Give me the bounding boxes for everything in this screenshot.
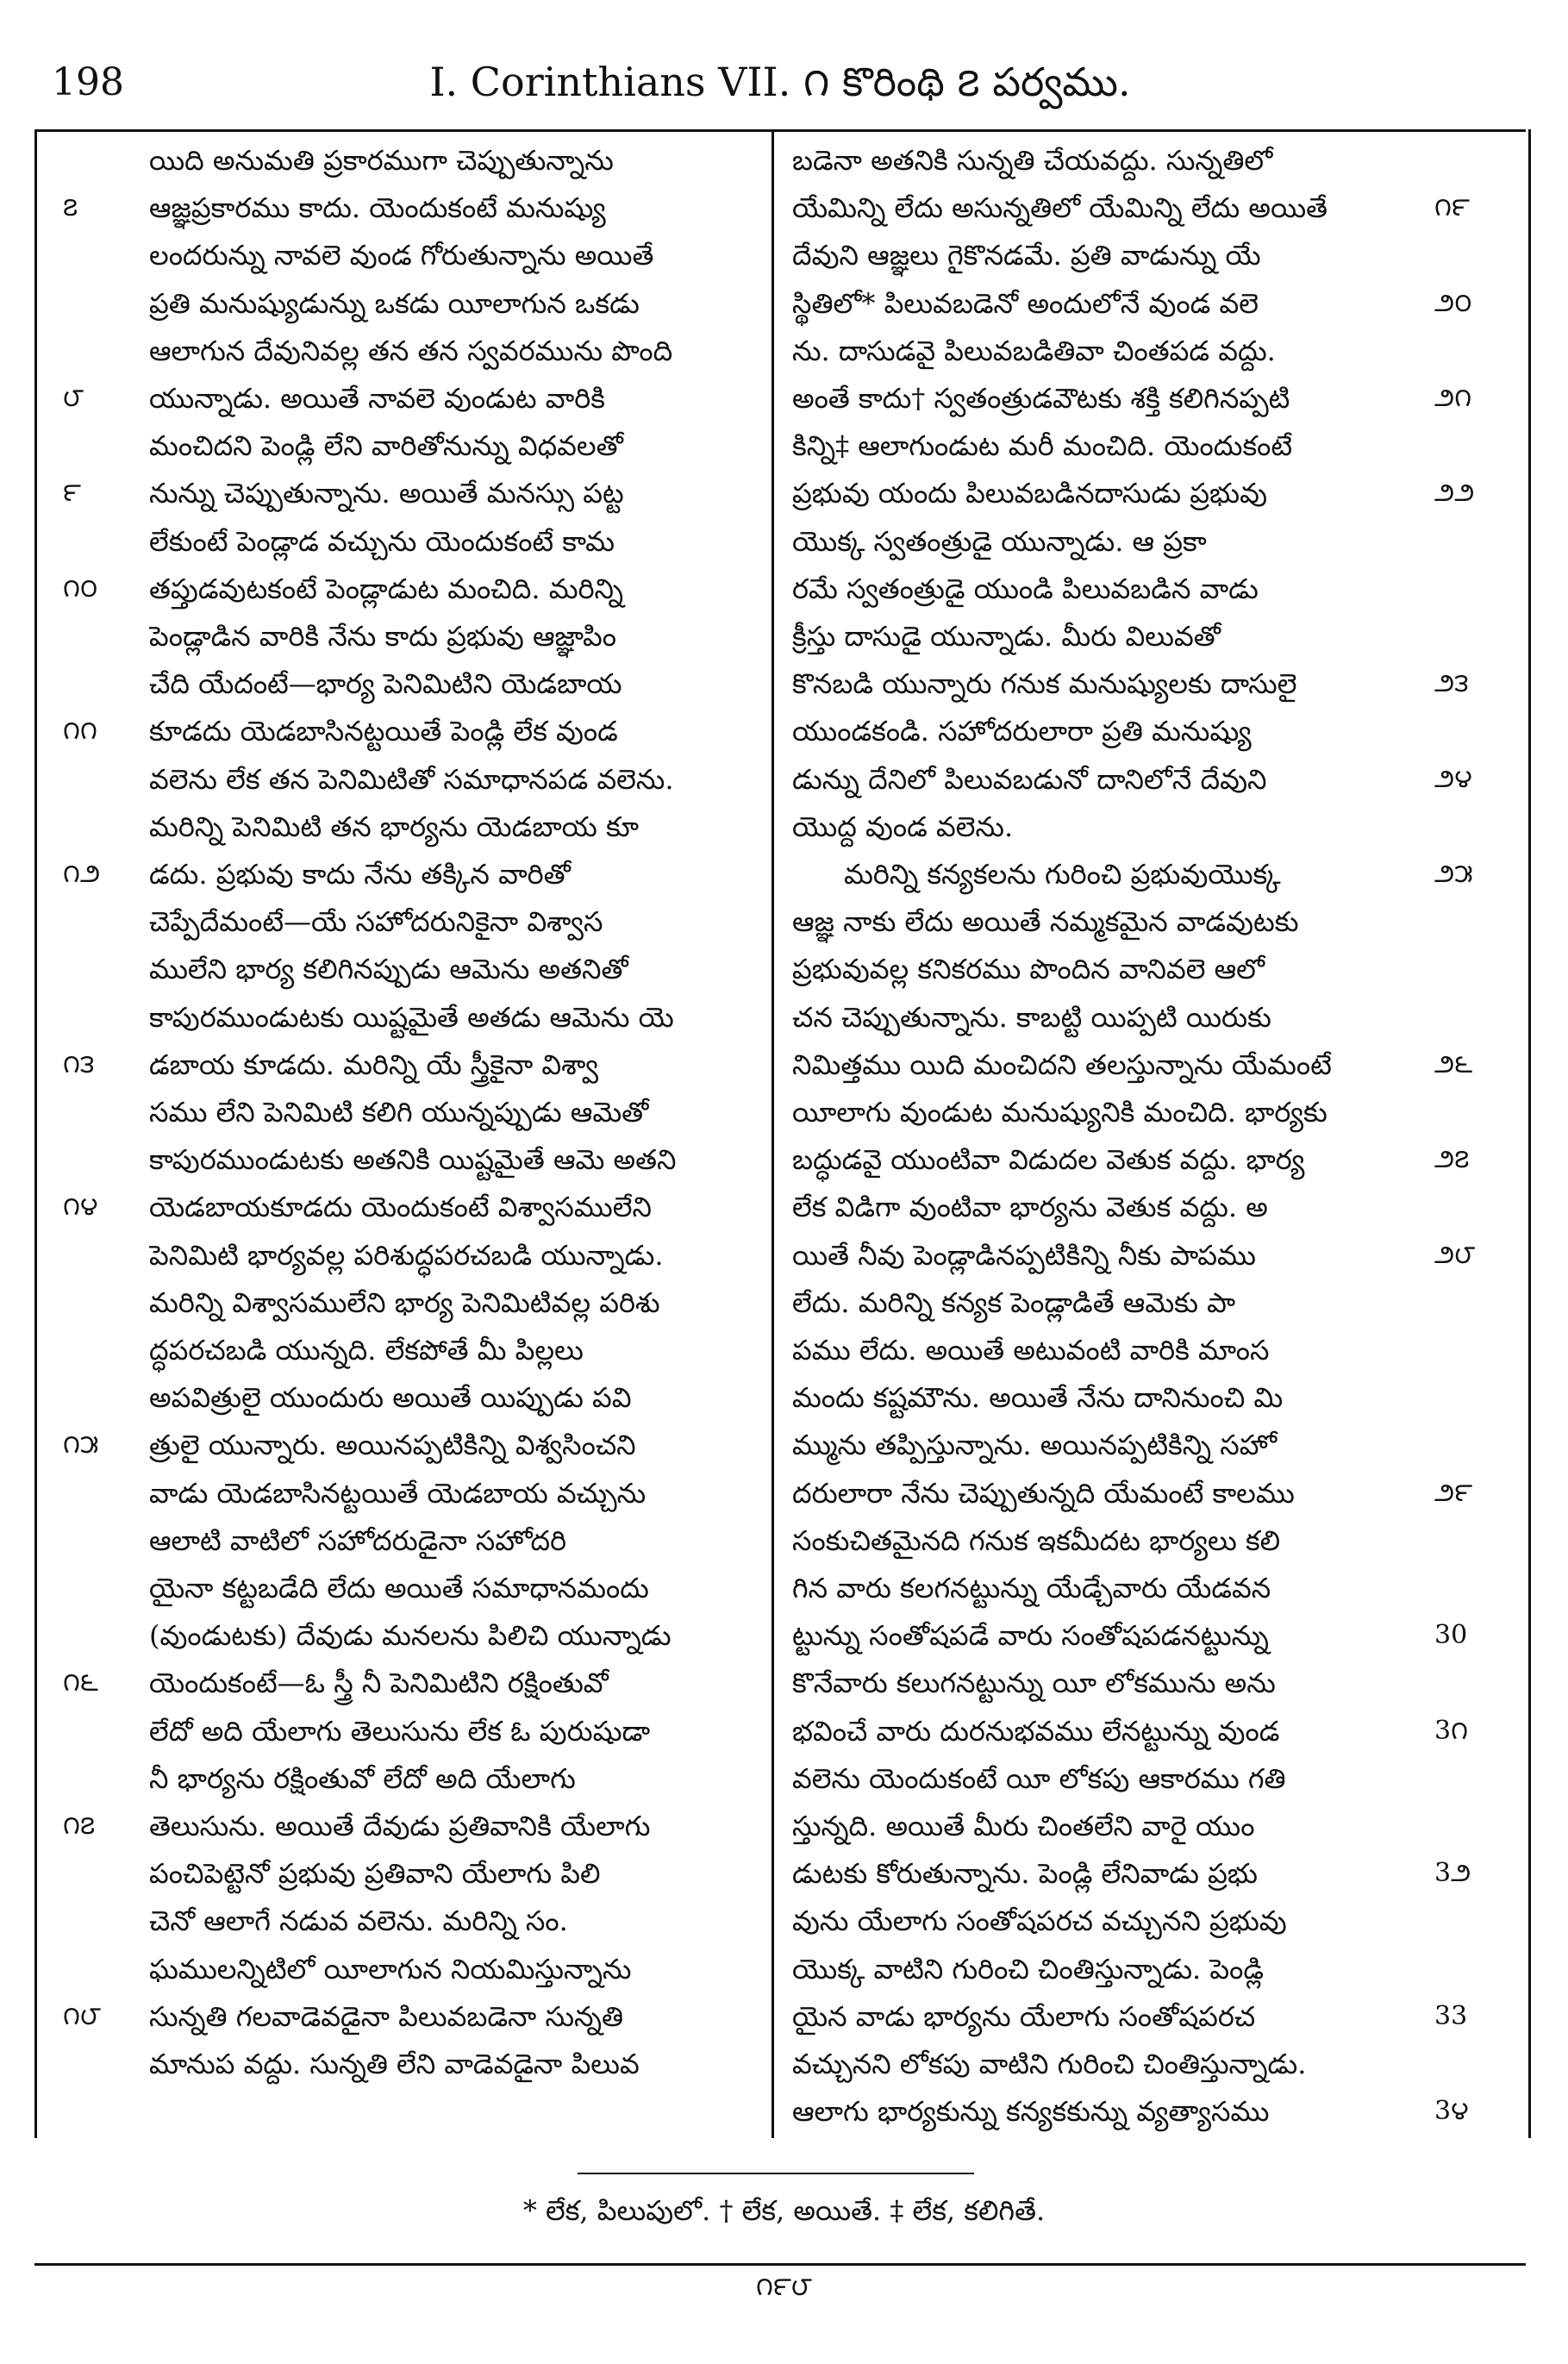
text-line: వును యేలాగు సంతోషపరచ వచ్చునని ప్రభువు [792,1904,1287,1938]
text-line: అపవిత్రులై యుందురు అయితే యిప్పుడు పవి [149,1381,632,1415]
verse-number: ౨౩ [1434,668,1469,699]
verse-number [63,801,145,853]
verse-number [63,1895,145,1947]
text-line: వచ్చునని లోకపు వాటిని గురించి చింతిస్తున్నాడు. [792,2048,1307,2080]
verse-number [63,2038,145,2090]
verse-number [63,229,145,281]
verse-number [1434,801,1521,853]
text-line: ఆలాగు భార్యకున్ను కన్యకకున్ను వ్యత్యాసము [792,2095,1270,2129]
verse-number: ౧౨ [63,859,101,889]
text-line: లేకుంటే పెండ్లాడ వచ్చును యెందుకంటే కామ [149,524,615,558]
text-line: యున్నాడు. అయితే నావలె వుండుట వారికి [149,382,605,415]
footnote: * లేక, పిలుపులో. † లేక, అయితే. ‡ లేక, కలిగితే. [522,2194,1046,2227]
printer-signature: ౧౯౮ [756,2272,812,2302]
verse-number [63,1753,145,1804]
verse-number: ౨౨ [1434,478,1475,509]
text-line: దేవుని ఆజ్ఞలు గైకొనడమే. ప్రతి వాడున్ను యే [792,239,1261,272]
text-line: క్రీస్తు దాసుడై యున్నాడు. మీరు విలువతో [792,620,1221,653]
text-line: మందు కష్టమౌను. అయితే నేను దానినుంచి మి [792,1381,1284,1415]
verse-number [63,420,145,472]
text-line: వాడు యెడబాసినట్టయితే యెడబాయ వచ్చును [149,1476,647,1510]
verse-number: ౧౭ [63,1811,96,1841]
verse-number [63,278,145,329]
verse-number [63,896,145,947]
text-line: నీ భార్యను రక్షింతువో లేదో అది యేలాగు [149,1761,576,1795]
text-line: యెడబాయకూడదు యెందుకంటే విశ్వాసములేని [149,1191,652,1224]
text-line: తెలుసును. అయితే దేవుడు ప్రతివానికి యేలాగు [149,1810,651,1842]
verse-number [1434,1181,1521,1233]
text-line: యుండకండి. సహోదరులారా ప్రతి మనుష్యు [792,715,1252,748]
verse-number [1434,229,1521,281]
verse-number: ౯ [63,478,81,509]
verse-number [1434,1657,1521,1709]
verse-number: ౧౩ [63,1048,95,1079]
text-line: ఘములన్నిటిలో యీలాగున నియమిస్తున్నాను [149,1952,632,1986]
text-line: ములేని భార్య కలిగినప్పుడు ఆమెను అతనితో [149,953,628,986]
page-title: I. Corinthians VII. ౧ కొరింథి ౭ పర్వము. [429,59,1131,105]
verse-number: ౭ [63,192,78,223]
verse-number [1434,420,1521,472]
text-line: కాపురముండుటకు యిష్టమైతే అతడు ఆమెను యె [149,1000,674,1034]
page-number: 198 [52,60,124,104]
verse-number: ౧౪ [63,1191,98,1223]
text-line: సున్నతి గలవాడెవడైనా పిలువబడెనా సున్నతి [149,1999,624,2033]
verse-number [1434,563,1521,615]
text-line: అంతే కాదు† స్వతంత్రుడవౌటకు శక్తి కలిగినప్పటి [792,382,1290,415]
text-columns [34,129,1531,2138]
verse-number [1434,991,1521,1043]
text-line: ప్రభువు యందు పిలువబడినదాసుడు ప్రభువు [792,477,1268,510]
text-line: డుటకు కోరుతున్నాను. పెండ్లి లేనివాడు ప్రభు [792,1857,1258,1891]
verse-number [63,516,145,567]
text-line: యొక్క స్వతంత్రుడై యున్నాడు. ఆ ప్రకా [792,524,1207,558]
verse-number: ౧౮ [63,2000,102,2031]
verse-number [63,1467,145,1519]
text-line: భవించే వారు దురనుభవము లేనట్టున్ను వుండ [792,1714,1280,1748]
text-line: మ్మును తప్పిస్తున్నాను. అయినప్పటికిన్ని సహో [792,1429,1278,1462]
verse-number [1434,516,1521,567]
text-line: యిది అనుమతి ప్రకారముగా చెప్పుతున్నాను [149,144,614,177]
text-line: లందరున్ను నావలె వుండ గోరుతున్నాను అయితే [149,239,654,272]
verse-number [1434,705,1521,757]
text-line: లేదో అది యేలాగు తెలుసును లేక ఓ పురుషుడా [149,1714,651,1748]
text-line: నిమిత్తము యిది మంచిదని తలస్తున్నాను యేమంటే [792,1048,1332,1081]
verse-number: ౨౮ [1434,1239,1476,1270]
verse-number: ౧౧ [63,716,97,747]
text-line: ట్టున్ను సంతోషపడే వారు సంతోషపడనట్టున్ను [792,1619,1269,1653]
text-line: పము లేదు. అయితే అటువంటి వారికి మాంస [792,1334,1270,1366]
verse-number [1434,1895,1521,1947]
text-line: యైనా కట్టబడేది లేదు అయితే సమాధానమందు [149,1572,649,1604]
text-line: స్తున్నది. అయితే మీరు చింతలేని వారై యుం [792,1810,1255,1842]
verse-number [1434,1324,1521,1376]
verse-number [63,1134,145,1185]
verse-number [1434,1086,1521,1138]
verse-number [63,1848,145,1899]
text-line: యొక్క వాటిని గురించి చింతిస్తున్నాడు. పెండ్లి [792,1952,1265,1986]
verse-number [63,1705,145,1757]
text-line: కాపురముండుటకు అతనికి యిష్టమైతే ఆమె అతని [149,1143,677,1177]
text-line: యీలాగు వుండుట మనుష్యునికి మంచిది. భార్యకు [792,1096,1327,1129]
verse-number [63,1324,145,1376]
verse-number: ౨౯ [1434,1477,1473,1508]
column-divider [772,129,774,2138]
text-line: స్థితిలో* పిలువబడెనో అందులోనే వుండ వలె [792,286,1259,320]
text-line: (వుండుటకు) దేవుడు మనలను పిలిచి యున్నాడు [149,1619,672,1653]
verse-number: 3౧ [1434,1715,1469,1746]
text-line: గిన వారు కలగనట్టున్ను యేడ్చేవారు యేడవన [792,1572,1271,1604]
text-line: ఆజ్ఞ నాకు లేదు అయితే నమ్మకమైన వాడవుటకు [792,905,1299,939]
text-line: లేక విడిగా వుంటివా భార్యను వెతుక వద్దు. అ [792,1191,1268,1224]
text-line: యొద్ద వుండ వలెను. [792,810,1014,843]
text-line: సంకుచితమైనది గనుక ఇకమీదట భార్యలు కలి [792,1523,1281,1557]
text-line: చన చెప్పుతున్నాను. కాబట్టి యిప్పటి యిరుకు [792,1000,1271,1034]
text-line: ప్రతి మనుష్యుడున్ను ఒకడు యీలాగున ఒకడు [149,286,640,320]
text-line: డబాయ కూడదు. మరిన్ని యే స్త్రీకైనా విశ్వా [149,1048,599,1081]
verse-number [1434,1562,1521,1614]
text-line: కిన్ని‡ ఆలాగుండుట మరీ మంచిది. యెందుకంటే [792,429,1293,463]
verse-number [63,754,145,805]
verse-number [1434,943,1521,995]
footnote-separator [578,2173,974,2174]
verse-number: 33 [1434,2000,1468,2031]
page-header [34,34,1526,132]
text-line: రమే స్వతంత్రుడై యుండి పిలువబడిన వాడు [792,572,1259,605]
verse-number: ౨౦ [1434,287,1472,318]
verse-number [63,1229,145,1281]
text-line: కొనేవారు కలుగనట్టున్ను యీ లోకమును అను [792,1667,1276,1700]
verse-number [63,943,145,995]
text-line: డదు. ప్రభువు కాదు నేను తక్కిన వారితో [149,858,571,891]
text-line: త్రులై యున్నారు. అయినప్పటికిన్ని విశ్వసించని [149,1429,636,1462]
text-line: పంచిపెట్టెనో ప్రభువు ప్రతివాని యేలాగు పిలి [149,1857,601,1891]
text-line: కొనబడి యున్నారు గనుక మనుష్యులకు దాసులై [792,667,1297,701]
text-line: వలెను యెందుకంటే యీ లోకపు ఆకారము గతి [792,1761,1286,1795]
text-line: పెండ్లాడిన వారికి నేను కాదు ప్రభువు ఆజ్ఞాపిం [149,620,616,653]
verse-number [63,325,145,377]
verse-number [63,1277,145,1329]
verse-number [63,1943,145,1995]
text-line: మానుప వద్దు. సున్నతి లేని వాడెవడైనా పిలువ [149,2048,640,2080]
text-line: వలెను లేక తన పెనిమిటితో సమాధానపడ వలెను. [149,762,674,796]
verse-number: ౧౬ [63,1667,98,1698]
verse-number [63,1610,145,1661]
verse-number [63,134,145,186]
verse-number: 30 [1434,1620,1468,1651]
text-line: ఆలాగున దేవునివల్ల తన తన స్వవరమును పొంది [149,334,673,367]
text-line: మంచిదని పెండ్లి లేని వారితోనున్ను విధవలతో [149,429,623,463]
text-line: యైన వాడు భార్యను యేలాగు సంతోషపరచ [792,1999,1256,2033]
verse-number: ౧౫ [63,1429,99,1460]
verse-number: 3౪ [1434,2096,1469,2127]
text-line: మరిన్ని పెనిమిటి తన భార్యను యెడబాయ కూ [149,810,640,843]
text-line: ఆజ్ఞప్రకారము కాదు. యెందుకంటే మనుష్యు [149,191,606,225]
text-line: ఆలాటి వాటిలో సహోదరుడైనా సహోదరి [149,1523,567,1557]
verse-number: ౨౬ [1434,1048,1473,1079]
verse-number [1434,1753,1521,1804]
text-line: చెనో ఆలాగే నడువ వలెను. మరిన్ని సం. [149,1904,568,1938]
verse-number [1434,1372,1521,1423]
bottom-rule [34,2263,1526,2266]
text-line: డున్ను దేనిలో పిలువబడునో దానిలోనే దేవుని [792,762,1267,796]
verse-number [1434,325,1521,377]
text-line: మరిన్ని కన్యకలను గురించి ప్రభువుయొక్క [844,858,1281,891]
text-line: ప్రభువువల్ల కనికరము పొందిన వానివలె ఆలో [792,953,1265,986]
text-line: బద్ధుడవై యుంటివా విడుదల వెతుక వద్దు. భార్య [792,1143,1305,1177]
verse-number [1434,2038,1521,2090]
verse-number [63,1086,145,1138]
verse-number: ౧౯ [1434,192,1470,223]
verse-number [63,991,145,1043]
verse-number: ౨౧ [1434,383,1472,413]
verse-number [1434,1277,1521,1329]
text-line: దరులారా నేను చెప్పుతున్నది యేమంటే కాలము [792,1476,1295,1510]
verse-number [1434,134,1521,186]
verse-number [63,1562,145,1614]
text-line: నున్ను చెప్పుతున్నాను. అయితే మనస్సు పట్ట [149,477,624,510]
verse-number: 3౨ [1434,1858,1471,1889]
text-line: చేది యేదంటే—భార్య పెనిమిటిని యెడబాయ [149,667,622,701]
verse-number: ౧౦ [63,572,98,604]
text-line: పెనిమిటి భార్యవల్ల పరిశుద్ధపరచబడి యున్నాడు. [149,1238,664,1272]
text-line: లేదు. మరిన్ని కన్యక పెండ్లాడితే ఆమెకు పా [792,1285,1236,1319]
verse-number [1434,1515,1521,1567]
text-line: మరిన్ని విశ్వాసములేని భార్య పెనిమిటివల్ల పరిశు [149,1285,660,1319]
verse-number [1434,896,1521,947]
verse-number: ౨౭ [1434,1144,1470,1175]
verse-number [63,658,145,710]
text-line: బడెనా అతనికి సున్నతి చేయవద్దు. సున్నతిలో [792,144,1273,177]
verse-number [1434,1800,1521,1852]
verse-number: ౮ [63,383,84,413]
verse-number [1434,610,1521,662]
verse-number [63,1372,145,1423]
text-line: తప్తుడవుటకంటే పెండ్లాడుట మంచిది. మరిన్ని [149,572,623,605]
verse-number [1434,1943,1521,1995]
verse-number [63,1515,145,1567]
text-line: ను. దాసుడవై పిలువబడితివా చింతపడ వద్దు. [792,334,1276,367]
text-line: యెందుకంటే—ఓ స్త్రీ నీ పెనిమిటిని రక్షింతువో [149,1667,609,1700]
text-line: సము లేని పెనిమిటి కలిగి యున్నప్పుడు ఆమెతో [149,1096,649,1129]
text-line: యేమిన్ని లేదు అసున్నతిలో యేమిన్ని లేదు అయితే [792,191,1328,225]
verse-number [1434,1419,1521,1471]
verse-number [63,610,145,662]
verse-number: ౨౫ [1434,859,1473,889]
text-line: కూడదు యెడబాసినట్టయితే పెండ్లి లేక వుండ [149,715,618,748]
verse-number: ౨౪ [1434,763,1472,794]
text-line: చెప్పేదేమంటే—యే సహోదరునికైనా విశ్వాస [149,905,603,939]
text-line: యితే నీవు పెండ్లాడినప్పటికిన్ని నీకు పాపము [792,1238,1256,1272]
text-line: ద్ధపరచబడి యున్నది. లేకపోతే మీ పిల్లలు [149,1334,584,1366]
